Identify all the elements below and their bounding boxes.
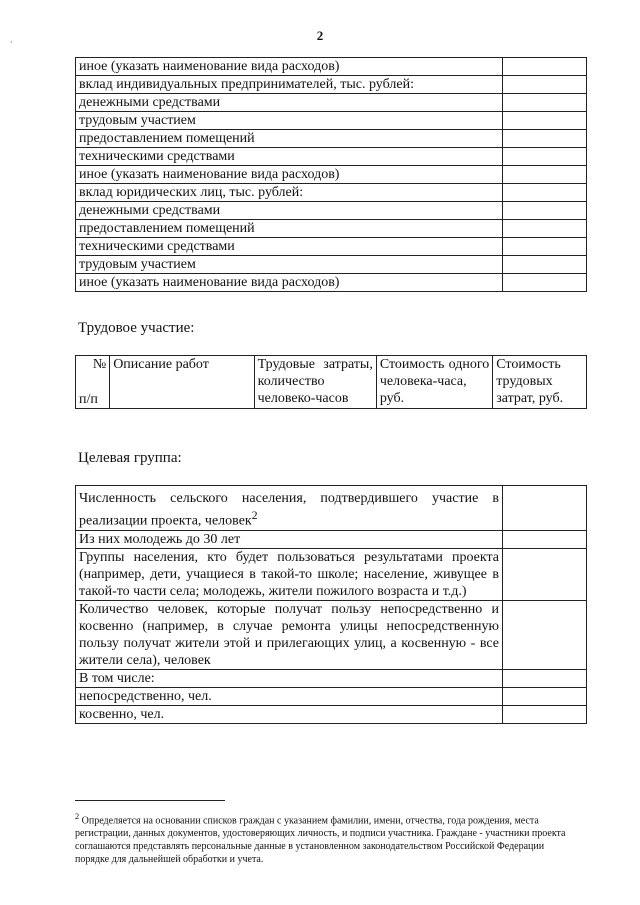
table-row (76, 94, 587, 112)
row-label: трудовым участием (76, 112, 503, 130)
row-label: вклад индивидуальных предпринимателей, тыс. рублей: (76, 76, 503, 94)
total-cost-header: Стоимость трудовых затрат, руб. (493, 356, 587, 409)
row-value-cell[interactable] (503, 486, 587, 531)
row-value-cell[interactable] (503, 238, 587, 256)
footnote-rule (75, 800, 225, 801)
table-row (76, 274, 587, 292)
table-row (76, 687, 587, 705)
row-label: Группы населения, кто будет пользоваться результатами проекта (например, дети, учащиеся в такой-то школе; население, живущее в такой-то части села; молодежь, жители пожилого возраста и т.д.) (76, 548, 503, 600)
row-value-cell[interactable] (503, 548, 587, 600)
row-label: предоставлением помещений (76, 130, 503, 148)
row-label: техническими средствами (76, 238, 503, 256)
row-label: непосредственно, чел. (76, 687, 503, 705)
row-value-cell[interactable] (503, 600, 587, 669)
row-label: косвенно, чел. (76, 705, 503, 723)
labor-header: Трудовые затраты, количество человеко-часов (254, 356, 376, 409)
page-number: 2 (316, 28, 324, 43)
row-value-cell[interactable] (503, 687, 587, 705)
table-row (76, 486, 587, 531)
footnote: $^2$ Определяется на основании списков граждан с указанием фамилии, имени, отчества, года рождения, места регистрации, данных документов, удостоверяющих личность, и подписи участника. Граждане - участники проекта соглашаются представлять персональные данные в установленном законодательством Российской Федерации порядке для дальнейшей обработки и учета. (75, 812, 566, 866)
row-value-cell[interactable] (503, 94, 587, 112)
row-label: вклад юридических лиц, тыс. рублей: (76, 184, 503, 202)
labor-table (75, 355, 587, 409)
row-label: Численность сельского населения, подтвердившего участие в реализации проекта, человек$^2$ (76, 486, 503, 531)
table-row (76, 530, 587, 548)
row-value-cell[interactable] (503, 256, 587, 274)
table-row (76, 166, 587, 184)
row-value-cell[interactable] (503, 669, 587, 687)
table-row (76, 112, 587, 130)
row-value-cell[interactable] (503, 76, 587, 94)
row-label: предоставлением помещений (76, 220, 503, 238)
table-row (76, 238, 587, 256)
table-row (76, 184, 587, 202)
row-value-cell[interactable] (503, 530, 587, 548)
table-row (76, 130, 587, 148)
row-value-cell[interactable] (503, 58, 587, 76)
row-value-cell[interactable] (503, 166, 587, 184)
footnote-ref: 2 (251, 509, 258, 522)
row-label: трудовым участием (76, 256, 503, 274)
table-row (76, 220, 587, 238)
row-value-cell[interactable] (503, 220, 587, 238)
labor-header-row (76, 356, 587, 409)
row-label: В том числе: (76, 669, 503, 687)
row-label: иное (указать наименование вида расходов) (76, 58, 503, 76)
table-row (76, 548, 587, 600)
target-table (75, 485, 587, 724)
row-value-cell[interactable] (503, 274, 587, 292)
row-value-cell[interactable] (503, 112, 587, 130)
table-row (76, 705, 587, 723)
row-value-cell[interactable] (503, 202, 587, 220)
table-row (76, 148, 587, 166)
table-row (76, 202, 587, 220)
row-label: иное (указать наименование вида расходов) (76, 274, 503, 292)
row-label: денежными средствами (76, 202, 503, 220)
row-label: Количество человек, которые получат пользу непосредственно и косвенно (например, в случае ремонта улицы непосредственную пользу получат жители этой и прилегающих улиц, а косвенную - все жители села), человек (76, 600, 503, 669)
row-label: Из них молодежь до 30 лет (76, 530, 503, 548)
desc-header: Описание работ (110, 356, 254, 409)
table-row (76, 58, 587, 76)
row-value-cell[interactable] (503, 184, 587, 202)
hour-cost-header: Стоимость одного человека-часа, руб. (376, 356, 492, 409)
table-row (76, 76, 587, 94)
margin-mark: ` (10, 40, 13, 50)
table-row (76, 256, 587, 274)
row-value-cell[interactable] (503, 148, 587, 166)
row-value-cell[interactable] (503, 130, 587, 148)
row-label: техническими средствами (76, 148, 503, 166)
row-label: денежными средствами (76, 94, 503, 112)
labor-caption: Трудовое участие: (78, 320, 195, 336)
table-row (76, 600, 587, 669)
contributions-table (75, 57, 587, 292)
target-caption: Целевая группа: (78, 450, 182, 466)
row-label: иное (указать наименование вида расходов) (76, 166, 503, 184)
table-row (76, 669, 587, 687)
num-header: № п/п (76, 356, 110, 409)
row-value-cell[interactable] (503, 705, 587, 723)
